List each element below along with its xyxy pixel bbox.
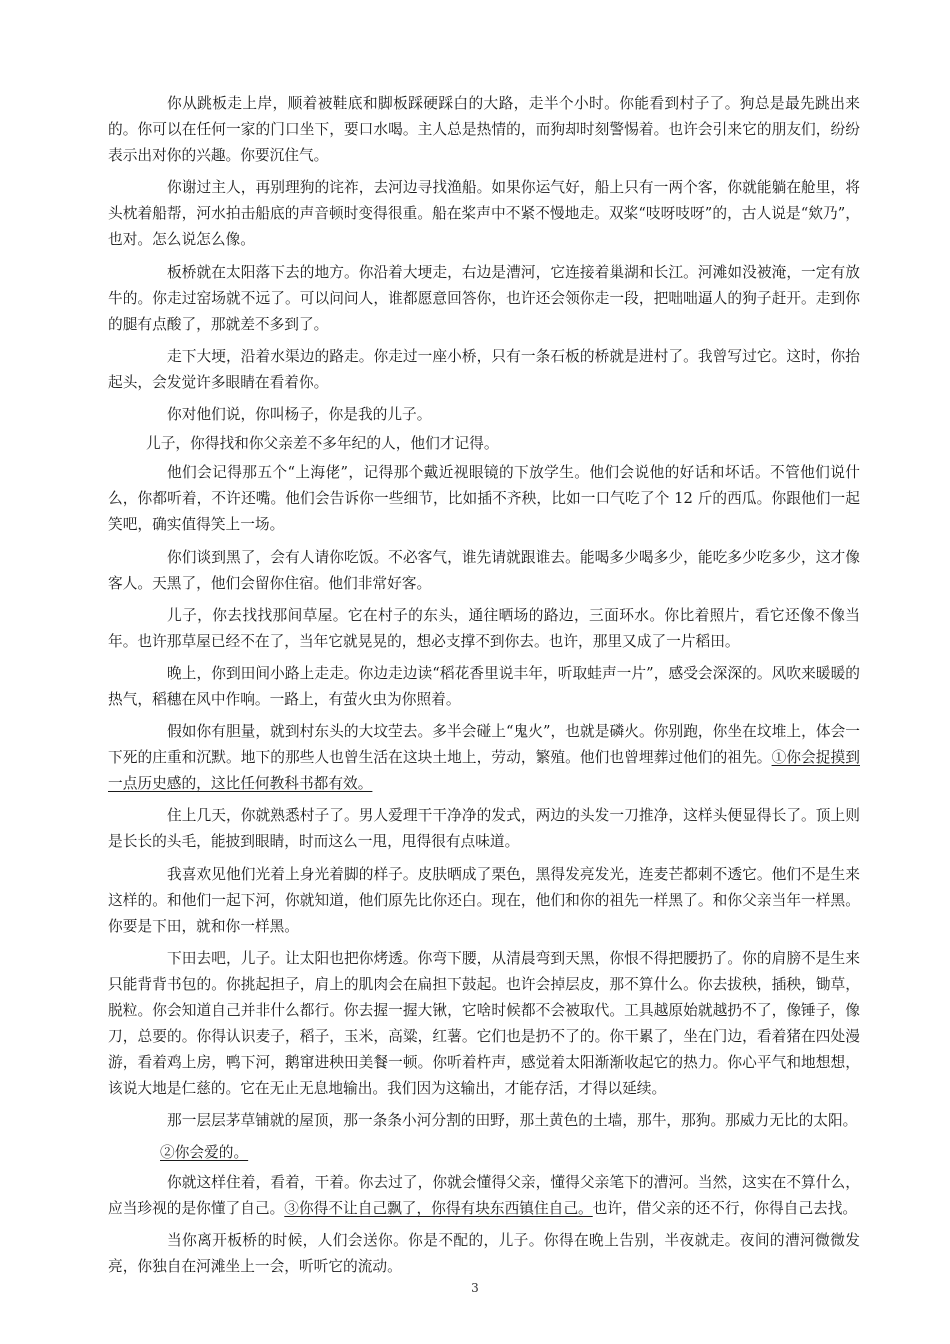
paragraph: 你从跳板走上岸，顺着被鞋底和脚板踩硬踩白的大路，走半个小时。你能看到村子了。狗总是最先跳出来的。你可以在任何一家的门口坐下，要口水喝。主人总是热情的，而狗却时刻警惕着。也许会引来它的朋友们，纷纷表示出对你的兴趣。你要沉住气。 bbox=[108, 95, 860, 165]
page-number: 3 bbox=[471, 1281, 479, 1295]
article-body bbox=[108, 91, 860, 1280]
paragraph bbox=[108, 1140, 860, 1166]
paragraph bbox=[108, 719, 860, 797]
underlined-sentence-2: ②你会爱的。 bbox=[160, 1144, 249, 1162]
underlined-sentence-3: ③你得不让自己飘了，你得有块东西镇住自己。 bbox=[284, 1199, 593, 1217]
paragraph: 走下大埂，沿着水渠边的路走。你走过一座小桥，只有一条石板的桥就是进村了。我曾写过它。这时，你抬起头，会发觉许多眼睛在看着你。 bbox=[108, 347, 860, 391]
paragraph: 儿子，你得找和你父亲差不多年纪的人，他们才记得。 bbox=[146, 435, 499, 453]
paragraph: 我喜欢见他们光着上身光着脚的样子。皮肤晒成了栗色，黑得发亮发光，连麦芒都刺不透它。他们不是生来这样的。和他们一起下河，你就知道，他们原先比你还白。现在，他们和你的祖先一样黑了。和你父亲当年一样黑。你要是下田，就和你一样黑。 bbox=[108, 865, 860, 935]
paragraph: 你们谈到黑了，会有人请你吃饭。不必客气，谁先请就跟谁去。能喝多少喝多少，能吃多少吃多少，这才像客人。天黑了，他们会留你住宿。他们非常好客。 bbox=[108, 548, 860, 592]
paragraph: 当你离开板桥的时候，人们会送你。你是不配的，儿子。你得在晚上告别，半夜就走。夜间的漕河微微发亮，你独自在河滩坐上一会，听听它的流动。 bbox=[108, 1231, 860, 1275]
paragraph: 晚上，你到田间小路上走走。你边走边读“稻花香里说丰年，听取蛙声一片”，感受会深深的。风吹来暖暖的热气，稻穗在风中作响。一路上，有萤火虫为你照着。 bbox=[108, 664, 860, 708]
paragraph: 板桥就在太阳落下去的地方。你沿着大埂走，右边是漕河，它连接着巢湖和长江。河滩如没被淹，一定有放牛的。你走过窑场就不远了。可以问问人，谁都愿意回答你，也许还会领你走一段，把咄咄逼人的狗子赶开。走到你的腿有点酸了，那就差不多到了。 bbox=[108, 263, 860, 333]
paragraph: 你对他们说，你叫杨子，你是我的儿子。 bbox=[167, 406, 432, 424]
paragraph: 你谢过主人，再别理狗的诧祚，去河边寻找渔船。如果你运气好，船上只有一两个客，你就能躺在舱里，将头枕着船帮，河水拍击船底的声音顿时变得很重。船在桨声中不紧不慢地走。双桨“吱呀吱呀”的，古人说是“欸乃”，也对。怎么说怎么像。 bbox=[108, 179, 860, 249]
underlined-sentence-1: ①你会捉摸到一点历史感的，这比任何教科书都有效。 bbox=[108, 749, 860, 793]
paragraph: 那一层层茅草铺就的屋顶，那一条条小河分割的田野，那土黄色的土墙，那牛，那狗。那威力无比的太阳。 bbox=[167, 1112, 858, 1130]
paragraph: 他们会记得那五个“上海佬”，记得那个戴近视眼镜的下放学生。他们会说他的好话和坏话。不管他们说什么，你都听着，不许还嘴。他们会告诉你一些细节，比如插不齐秧，比如一口气吃了个 12 斤的西瓜。你跟他们一起笑吧，确实值得笑上一场。 bbox=[108, 464, 860, 534]
paragraph: 儿子，你去找找那间草屋。它在村子的东头，通往晒场的路边，三面环水。你比着照片，看它还像不像当年。也许那草屋已经不在了，当年它就晃晃的，想必支撑不到你去。也许，那里又成了一片稻田。 bbox=[108, 606, 860, 650]
paragraph: 住上几天，你就熟悉村子了。男人爱理干干净净的发式，两边的头发一刀推净，这样头便显得长了。顶上则是长长的头毛，能披到眼睛，时而这么一甩，甩得很有点味道。 bbox=[108, 807, 860, 851]
paragraph-text: 假如你有胆量，就到村东头的大坟茔去。多半会碰上“鬼火”，也就是磷火。你别跑，你坐在坟堆上，体会一下死的庄重和沉默。地下的那些人也曾生活在这块土地上，劳动，繁殖。他们也曾埋葬过他们的祖先。 bbox=[108, 723, 860, 767]
paragraph-text: 你就这样住着，看着，干着。你去过了，你就会懂得父亲，懂得父亲笔下的漕河。当然，这实在不算什么，应当珍视的是你懂了自己。 bbox=[108, 1173, 860, 1217]
paragraph bbox=[108, 1170, 860, 1222]
paragraph-text: 也许，借父亲的还不行，你得自己去找。 bbox=[592, 1199, 858, 1217]
paragraph: 下田去吧，儿子。让太阳也把你烤透。你弯下腰，从清晨弯到天黑，你恨不得把腰扔了。你的肩膀不是生来只能背背书包的。你挑起担子，肩上的肌肉会在扁担下鼓起。也许会掉层皮，那不算什么。你去拔秧，插秧，锄草，脱粒。你会知道自己并非什么都行。你去握一握大锹，它啥时候都不会被取代。工具越原始就越扔不了，像锤子，像刀，总要的。你得认识麦子，稻子，玉米，高粱，红薯。它们也是扔不了的。你干累了，坐在门边，看着猪在四处漫游，看着鸡上房，鸭下河，鹅窜进秧田美餐一顿。你听着杵声，感觉着太阳渐渐收起它的热力。你心平气和地想想，该说大地是仁慈的。它在无止无息地输出。我们因为这输出，才能存活，才得以延续。 bbox=[108, 949, 860, 1098]
